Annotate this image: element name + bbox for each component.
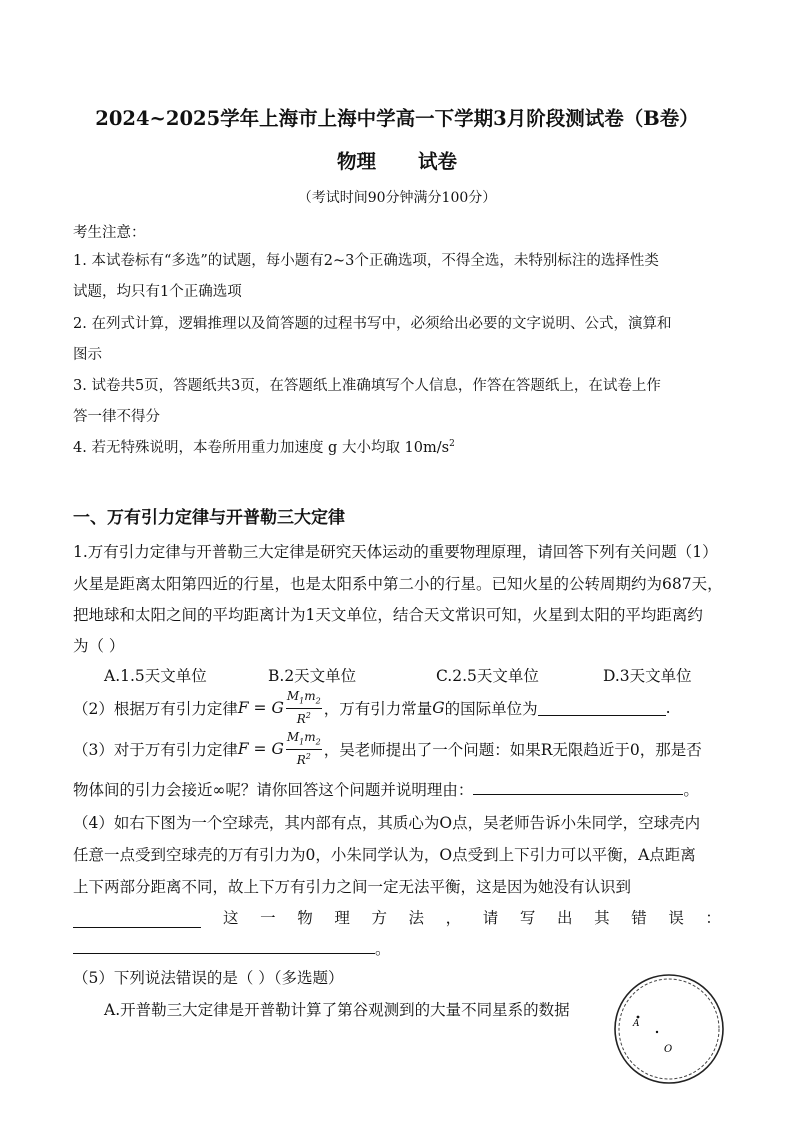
question-part-4-line: 上下两部分距离不同，故上下万有引力之间一定无法平衡，这是因为她没有认识到 — [73, 878, 632, 896]
part3-text: （3）对于万有引力定律 — [73, 741, 238, 759]
question-part-4-line: 任意一点受到空球壳的万有引力为0，小朱同学认为，O点受到上下引力可以平衡，A点距离 — [73, 846, 696, 864]
exam-subtitle — [0, 146, 794, 174]
formula-lhs: F = G — [237, 740, 284, 758]
notice-heading: 考生注意： — [73, 225, 146, 241]
answer-blank[interactable] — [73, 939, 375, 954]
part2-text: （2）根据万有引力定律 — [73, 700, 238, 718]
point-o-label: O — [664, 1044, 673, 1055]
part3-text-cont: ，吴老师提出了一个问题：如果R无限趋近于0，那是否 — [323, 741, 702, 759]
notice-line: 2. 在列式计算，逻辑推理以及简答题的过程书写中，必须给出必要的文字说明、公式，演算和 — [73, 316, 672, 332]
point-a-dot — [637, 1016, 640, 1019]
question-part-4-line: （4）如右下图为一个空球壳，其内部有点，其质心为O点，吴老师告诉小朱同学，空球壳内 — [73, 814, 701, 832]
center-dot — [656, 1031, 658, 1033]
paper-label: 试卷 — [418, 150, 458, 173]
answer-blank[interactable] — [538, 701, 666, 716]
subject-label: 物理 — [336, 150, 376, 173]
option-c: C.2.5天文单位 — [436, 667, 539, 685]
sphere-outer-circle — [615, 975, 723, 1083]
option-b: B.2天文单位 — [268, 667, 357, 685]
exam-info: （考试时间90分钟满分100分） — [297, 190, 497, 206]
option-a: A.1.5天文单位 — [104, 667, 207, 685]
question-part-5: （5）下列说法错误的是（ ）（多选题） — [73, 969, 344, 987]
fraction-numerator: $M_1m_2$ — [286, 731, 322, 749]
option-d: D.3天文单位 — [603, 667, 692, 685]
answer-blank[interactable] — [473, 780, 683, 795]
question-line: 把地球和太阳之间的平均距离计为1天文单位，结合天文常识可知，火星到太阳的平均距离约 — [73, 606, 703, 624]
spread-text: 这 一 物 理 方 法 ， 请 写 出 其 错 误 ： — [223, 909, 721, 927]
gravity-fraction — [286, 731, 322, 766]
notice-line: 答一律不得分 — [73, 409, 160, 425]
question-part-4-line4 — [73, 906, 721, 928]
point-a-label: A — [633, 1019, 640, 1029]
question-part-5-option-a: A.开普勒三大定律是开普勒计算了第谷观测到的大量不同星系的数据 — [104, 1001, 570, 1019]
question-part-2: （2）根据万有引力定律 F = G $\frac{M_1m_2}{R^2}$ ，万有引力常量 G 的国际单位为 . — [73, 689, 671, 726]
notice-line — [73, 436, 455, 457]
notice-line: 1. 本试卷标有“多选”的试题，每小题有2~3个正确选项，不得全选，未特别标注的选择性类 — [73, 253, 659, 269]
sphere-inner-circle — [619, 979, 719, 1079]
answer-blank[interactable] — [73, 913, 201, 928]
question-line: 火星是距离太阳第四近的行星，也是太阳系中第二小的行星。已知火星的公转周期约为687天， — [73, 575, 723, 593]
question-part-4-line5: 。 — [73, 937, 391, 959]
unit-exponent: 2 — [449, 439, 455, 450]
fraction-denominator: $R^2$ — [296, 710, 311, 726]
notice-line: 图示 — [73, 347, 102, 363]
question-line: 为（ ） — [73, 637, 125, 655]
part2-text-cont: ，万有引力常量 — [323, 700, 433, 718]
fraction-numerator: $M_1m_2$ — [286, 690, 322, 708]
hollow-sphere-figure — [610, 970, 728, 1088]
fraction-denominator: $R^2$ — [296, 751, 311, 767]
notice-gravity-text: 4. 若无特殊说明，本卷所用重力加速度 g 大小均取 10m/s — [73, 440, 450, 456]
question-line: 1.万有引力定律与开普勒三大定律是研究天体运动的重要物理原理，请回答下列有关问题（1） — [73, 543, 718, 561]
gravity-fraction — [286, 690, 322, 725]
constant-g: G — [432, 699, 445, 717]
part2-tail: 的国际单位为 — [444, 700, 538, 718]
notice-line: 3. 试卷共5页，答题纸共3页，在答题纸上准确填写个人信息，作答在答题纸上，在试卷上作 — [73, 378, 661, 394]
notice-line: 试题，均只有1个正确选项 — [73, 284, 242, 300]
formula-lhs: F = G — [237, 699, 284, 717]
section-heading: 一、万有引力定律与开普勒三大定律 — [73, 508, 345, 528]
exam-title: 2024~2025学年上海市上海中学高一下学期3月阶段测试卷（B卷） — [95, 107, 699, 130]
question-part-3-line2: 物体间的引力会接近∞呢？请你回答这个问题并说明理由： 。 — [73, 781, 699, 799]
question-part-3 — [73, 731, 702, 767]
